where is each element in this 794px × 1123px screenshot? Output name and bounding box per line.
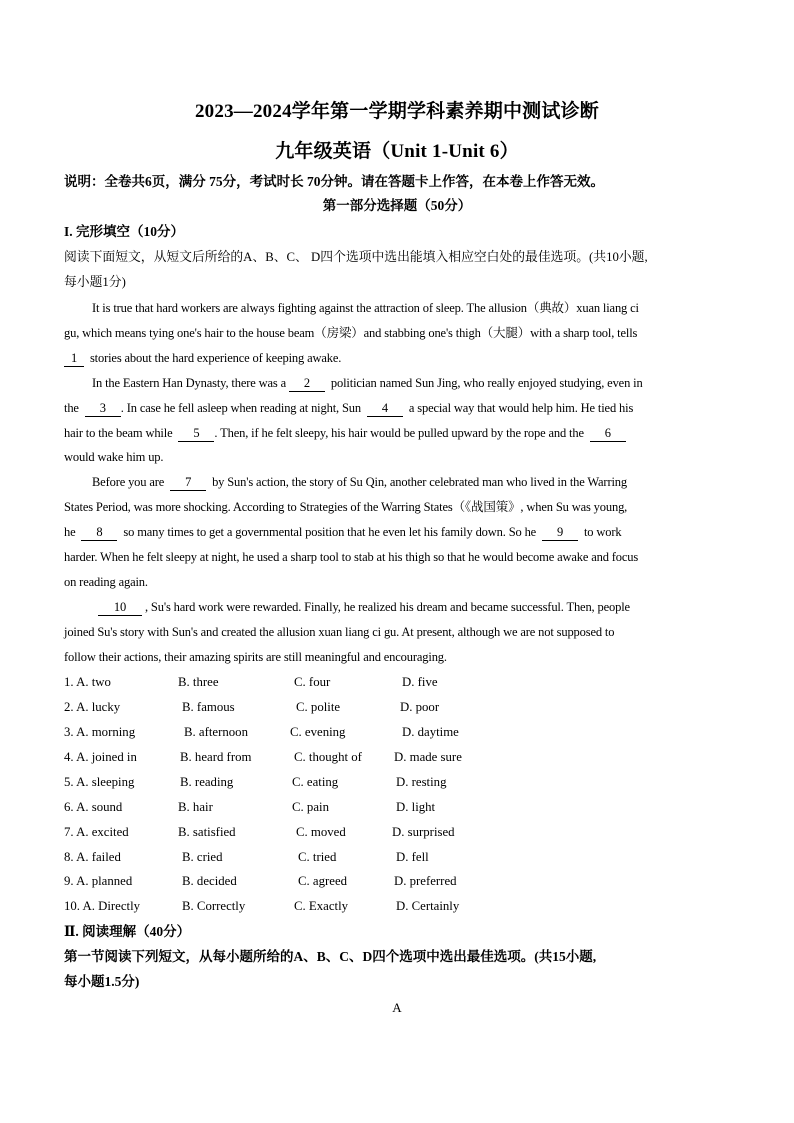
blank-7: 7 [170, 474, 206, 491]
option-text: 9. A. planned [64, 874, 133, 888]
option-text: C. polite [296, 700, 341, 714]
section-2-heading: Ⅱ. 阅读理解（40分） [64, 924, 191, 939]
option-text: D. fell [396, 850, 429, 864]
option-text: 8. A. failed [64, 850, 121, 864]
option-text: 2. A. lucky [64, 700, 121, 714]
passage-line [64, 421, 732, 446]
blank-2: 2 [289, 375, 325, 392]
option-text: D. surprised [392, 825, 455, 839]
option-text: B. famous [182, 700, 235, 714]
passage-line: joined Su's story with Sun's and created the allusion xuan liang ci gu. At present, although we are not supposed to [64, 624, 615, 639]
option-text: 3. A. morning [64, 725, 136, 739]
passage-line [64, 346, 732, 371]
section-1-heading: I. 完形填空（10分） [64, 224, 185, 239]
option-text: B. reading [180, 775, 234, 789]
section-1-directions: 阅读下面短文，从短文后所给的A、B、C、 D四个选项中选出能填入相应空白处的最佳选项。(共10小题, [64, 250, 648, 264]
part-one-heading: 第一部分选择题（50分） [322, 198, 472, 213]
option-text: B. decided [182, 874, 237, 888]
option-text: D. daytime [402, 725, 459, 739]
option-text: C. agreed [298, 874, 348, 888]
option-text: D. resting [396, 775, 447, 789]
option-text: B. three [178, 675, 219, 689]
option-text: B. cried [182, 850, 223, 864]
option-text: 6. A. sound [64, 800, 123, 814]
passage-line: States Period, was more shocking. According to Strategies of the Warring States（《战国策》, when Su was young, [64, 500, 628, 515]
passage-line [64, 470, 732, 495]
option-text: 4. A. joined in [64, 750, 137, 764]
section-2-directions-cont: 每小题1.5分) [64, 974, 140, 989]
passage-text: . Then, if he felt sleepy, his hair would be pulled upward by the rope and the [214, 425, 584, 440]
passage-text: In the Eastern Han Dynasty, there was a [92, 375, 286, 390]
option-text: C. thought of [294, 750, 362, 764]
option-text: D. Certainly [396, 899, 460, 913]
blank-4: 4 [367, 400, 403, 417]
option-text: 7. A. excited [64, 825, 129, 839]
option-text: D. five [402, 675, 438, 689]
blank-5: 5 [178, 425, 214, 442]
option-text: C. eating [292, 775, 339, 789]
instructions: 说明：全卷共6页，满分 75分，考试时长 70分钟。请在答题卡上作答，在本卷上作答无效。 [64, 174, 604, 189]
passage-text: Before you are [92, 475, 165, 490]
blank-10: 10 [98, 599, 142, 616]
passage-text: to work [583, 525, 622, 540]
page-title: 2023—2024学年第一学期学科素养期中测试诊断 [194, 101, 599, 122]
option-text: C. evening [290, 725, 346, 739]
passage-line [64, 371, 732, 396]
passage-line: harder. When he felt sleepy at night, he used a sharp tool to stab at his thigh so that he would become awake and focus [64, 550, 639, 565]
passage-line: It is true that hard workers are always fighting against the attraction of sleep. The allusion（典故）xuan liang ci [92, 301, 639, 315]
passage-text: hair to the beam while [64, 425, 173, 440]
passage-text: , Su's hard work were rewarded. Finally, he realized his dream and became successful. Then, people [144, 599, 630, 614]
page-subtitle: 九年级英语（Unit 1-Unit 6） [275, 141, 519, 162]
blank-8: 8 [81, 524, 117, 541]
option-text: B. satisfied [178, 825, 236, 839]
passage-label: A [392, 1000, 402, 1015]
passage-text: so many times to get a governmental position that he even let his family down. So he [123, 525, 537, 540]
passage-line [64, 396, 732, 421]
passage-text: the [64, 400, 79, 415]
passage-line: would wake him up. [64, 450, 164, 465]
option-text: B. hair [178, 800, 213, 814]
option-text: D. preferred [394, 874, 457, 888]
option-text: C. moved [296, 825, 346, 839]
option-text: C. tried [298, 850, 337, 864]
option-text: 5. A. sleeping [64, 775, 135, 789]
passage-text: stories about the hard experience of keeping awake. [89, 350, 342, 365]
cloze-passage [64, 296, 732, 670]
option-text: D. light [396, 800, 436, 814]
option-text: 10. A. Directly [64, 899, 141, 913]
passage-line: on reading again. [64, 574, 148, 589]
blank-6: 6 [590, 425, 626, 442]
passage-text: . In case he fell asleep when reading at night, Sun [120, 400, 361, 415]
passage-line: gu, which means tying one's hair to the house beam（房梁）and stabbing one's thigh（大腿）with a sharp tool, tells [64, 325, 638, 340]
passage-text: he [64, 525, 76, 540]
option-text: B. heard from [180, 750, 252, 764]
passage-line: follow their actions, their amazing spirits are still meaningful and encouraging. [64, 649, 447, 664]
passage-text: by Sun's action, the story of Su Qin, another celebrated man who lived in the Warring [212, 475, 627, 490]
option-text: B. afternoon [184, 725, 248, 739]
section-1-directions-cont: 每小题1分) [64, 275, 126, 289]
option-text: D. made sure [394, 750, 462, 764]
option-text: C. pain [292, 800, 329, 814]
blank-9: 9 [542, 524, 578, 541]
passage-line [64, 520, 732, 545]
option-text: C. Exactly [294, 899, 349, 913]
blank-3: 3 [85, 400, 121, 417]
passage-text: a special way that would help him. He tied his [408, 400, 634, 415]
option-text: B. Correctly [182, 899, 246, 913]
option-text: C. four [294, 675, 331, 689]
passage-line [64, 595, 732, 620]
section-2-directions: 第一节阅读下列短文，从每小题所给的A、B、C、D四个选项中选出最佳选项。(共15小题, [64, 949, 597, 964]
blank-1: 1 [64, 350, 84, 367]
passage-text: politician named Sun Jing, who really enjoyed studying, even in [330, 375, 643, 390]
option-text: 1. A. two [64, 675, 111, 689]
option-text: D. poor [400, 700, 440, 714]
